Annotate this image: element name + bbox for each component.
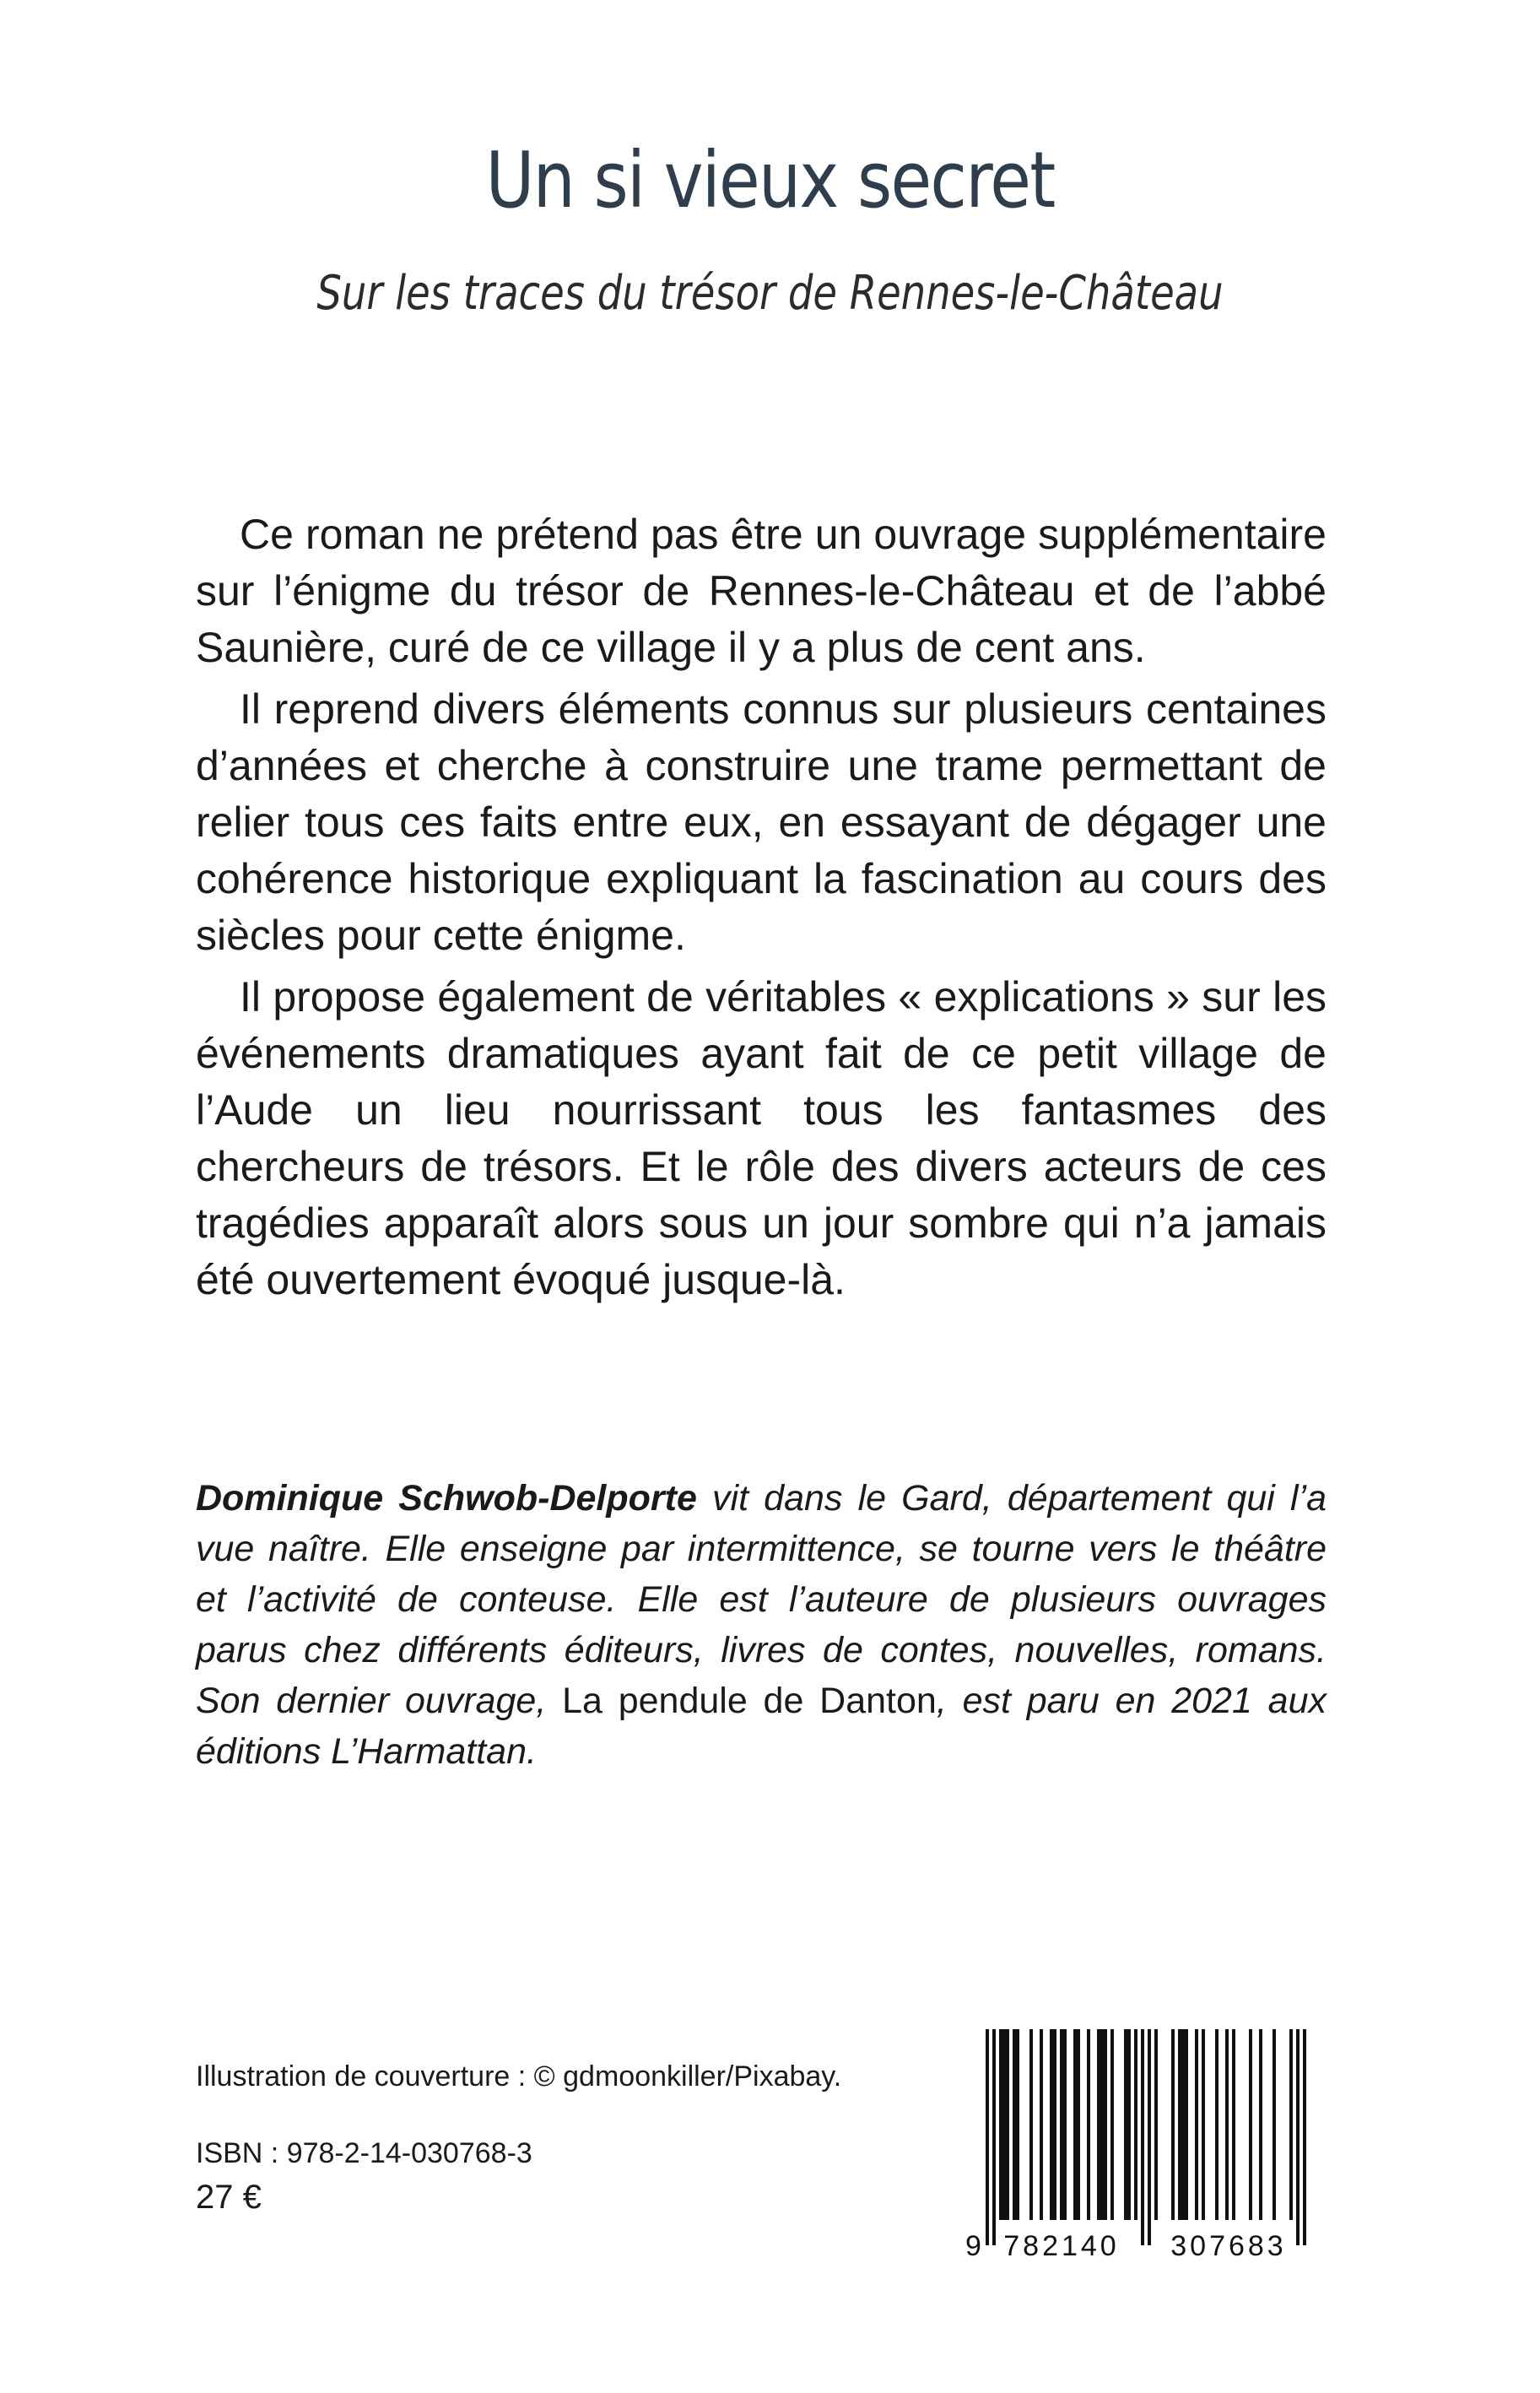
barcode-bar — [1077, 2029, 1080, 2220]
barcode-bar — [1178, 2029, 1181, 2220]
barcode-bar — [1016, 2029, 1019, 2220]
barcode-digits-right: 307683 — [1170, 2230, 1287, 2260]
barcode-bar — [1124, 2029, 1127, 2220]
barcode-bar — [1273, 2029, 1276, 2220]
barcode-bar — [1002, 2029, 1006, 2220]
barcode-bar — [1087, 2029, 1090, 2220]
bio-text: vit dans le Gard, département qui l’a vue naître. Elle enseigne par intermittence, se tourne vers le théâtre et l’activité de conteuse. Elle est l’auteure de plusieurs ouvrages parus chez différents éditeurs, livres de contes, nouvelles, romans. Son dernier ouvrage, — [196, 1478, 1327, 1721]
barcode-bar — [1141, 2029, 1144, 2245]
isbn: ISBN : 978-2-14-030768-3 — [196, 2137, 532, 2169]
barcode-bar — [1060, 2029, 1063, 2220]
barcode-bar — [1100, 2029, 1104, 2220]
author-name: Dominique Schwob-Delporte — [196, 1478, 697, 1519]
barcode-bar — [1006, 2029, 1009, 2220]
illustration-credit: Illustration de couverture : © gdmoonkiller/Pixabay. — [196, 2060, 842, 2093]
barcode-bar — [1232, 2029, 1235, 2220]
bio-text: , est paru en 2021 aux éditions L’Harmattan. — [196, 1681, 1327, 1772]
barcode-bar — [1097, 2029, 1100, 2220]
book-subtitle: Sur les traces du trésor de Rennes-le-Château — [316, 266, 1224, 321]
barcode-bar — [1154, 2029, 1158, 2220]
barcode-bar — [1185, 2029, 1188, 2220]
barcode-bar — [1134, 2029, 1137, 2220]
barcode-bar — [1215, 2029, 1218, 2220]
barcode-bar — [1181, 2029, 1185, 2220]
barcode-bar — [1110, 2029, 1114, 2220]
previous-book-title: La pendule de Danton — [562, 1681, 937, 1721]
author-bio — [196, 1473, 1327, 1777]
summary-block — [196, 506, 1327, 1313]
barcode-bar — [1040, 2029, 1043, 2220]
barcode-bar — [1127, 2029, 1131, 2220]
barcode-bar — [1053, 2029, 1056, 2220]
barcode-bar — [1225, 2029, 1229, 2220]
book-title: Un si vieux secret — [485, 135, 1055, 225]
barcode-bar — [999, 2029, 1002, 2220]
barcode-bar — [1104, 2029, 1107, 2220]
barcode-bar — [1063, 2029, 1067, 2220]
barcode-bar — [1148, 2029, 1151, 2245]
barcode-bar — [1050, 2029, 1053, 2220]
barcode-bar — [1296, 2029, 1300, 2245]
barcode-bar — [1029, 2029, 1033, 2220]
barcode-bar — [1073, 2029, 1077, 2220]
summary-paragraph: Il reprend divers éléments connus sur plusieurs centaines d’années et cherche à construire une trame permettant de relier tous ces faits entre eux, en essayant de dégager une cohérence historique expliquant la fascination au cours des siècles pour cette énigme. — [196, 685, 1327, 959]
barcode-bar — [1289, 2029, 1293, 2220]
summary-paragraph: Ce roman ne prétend pas être un ouvrage supplémentaire sur l’énigme du trésor de Rennes-le-Château et de l’abbé Saunière, curé de ce village il y a plus de cent ans. — [196, 511, 1327, 671]
barcode-bar — [992, 2029, 996, 2245]
barcode-bar — [1259, 2029, 1262, 2220]
barcode-bar — [1171, 2029, 1175, 2220]
barcode-bar — [1202, 2029, 1205, 2220]
barcode-bar — [986, 2029, 989, 2245]
barcode-bar — [1013, 2029, 1016, 2220]
price: 27 € — [196, 2179, 262, 2216]
barcode-digits-left: 782140 — [1003, 2230, 1120, 2260]
barcode-bar — [1249, 2029, 1252, 2220]
barcode — [960, 2026, 1330, 2260]
barcode-bar — [1195, 2029, 1198, 2220]
summary-paragraph: Il propose également de véritables « explications » sur les événements dramatiques ayant fait de ce petit village de l’Aude un lieu nourrissant tous les fantasmes des chercheurs de trésors. Et le rôle des divers acteurs de ces tragédies apparaît alors sous un jour sombre qui n’a jamais été ouvertement évoqué jusque-là. — [196, 973, 1327, 1303]
barcode-digit-first: 9 — [965, 2230, 981, 2260]
barcode-bar — [1303, 2029, 1306, 2245]
barcode-graphic — [960, 2026, 1330, 2260]
